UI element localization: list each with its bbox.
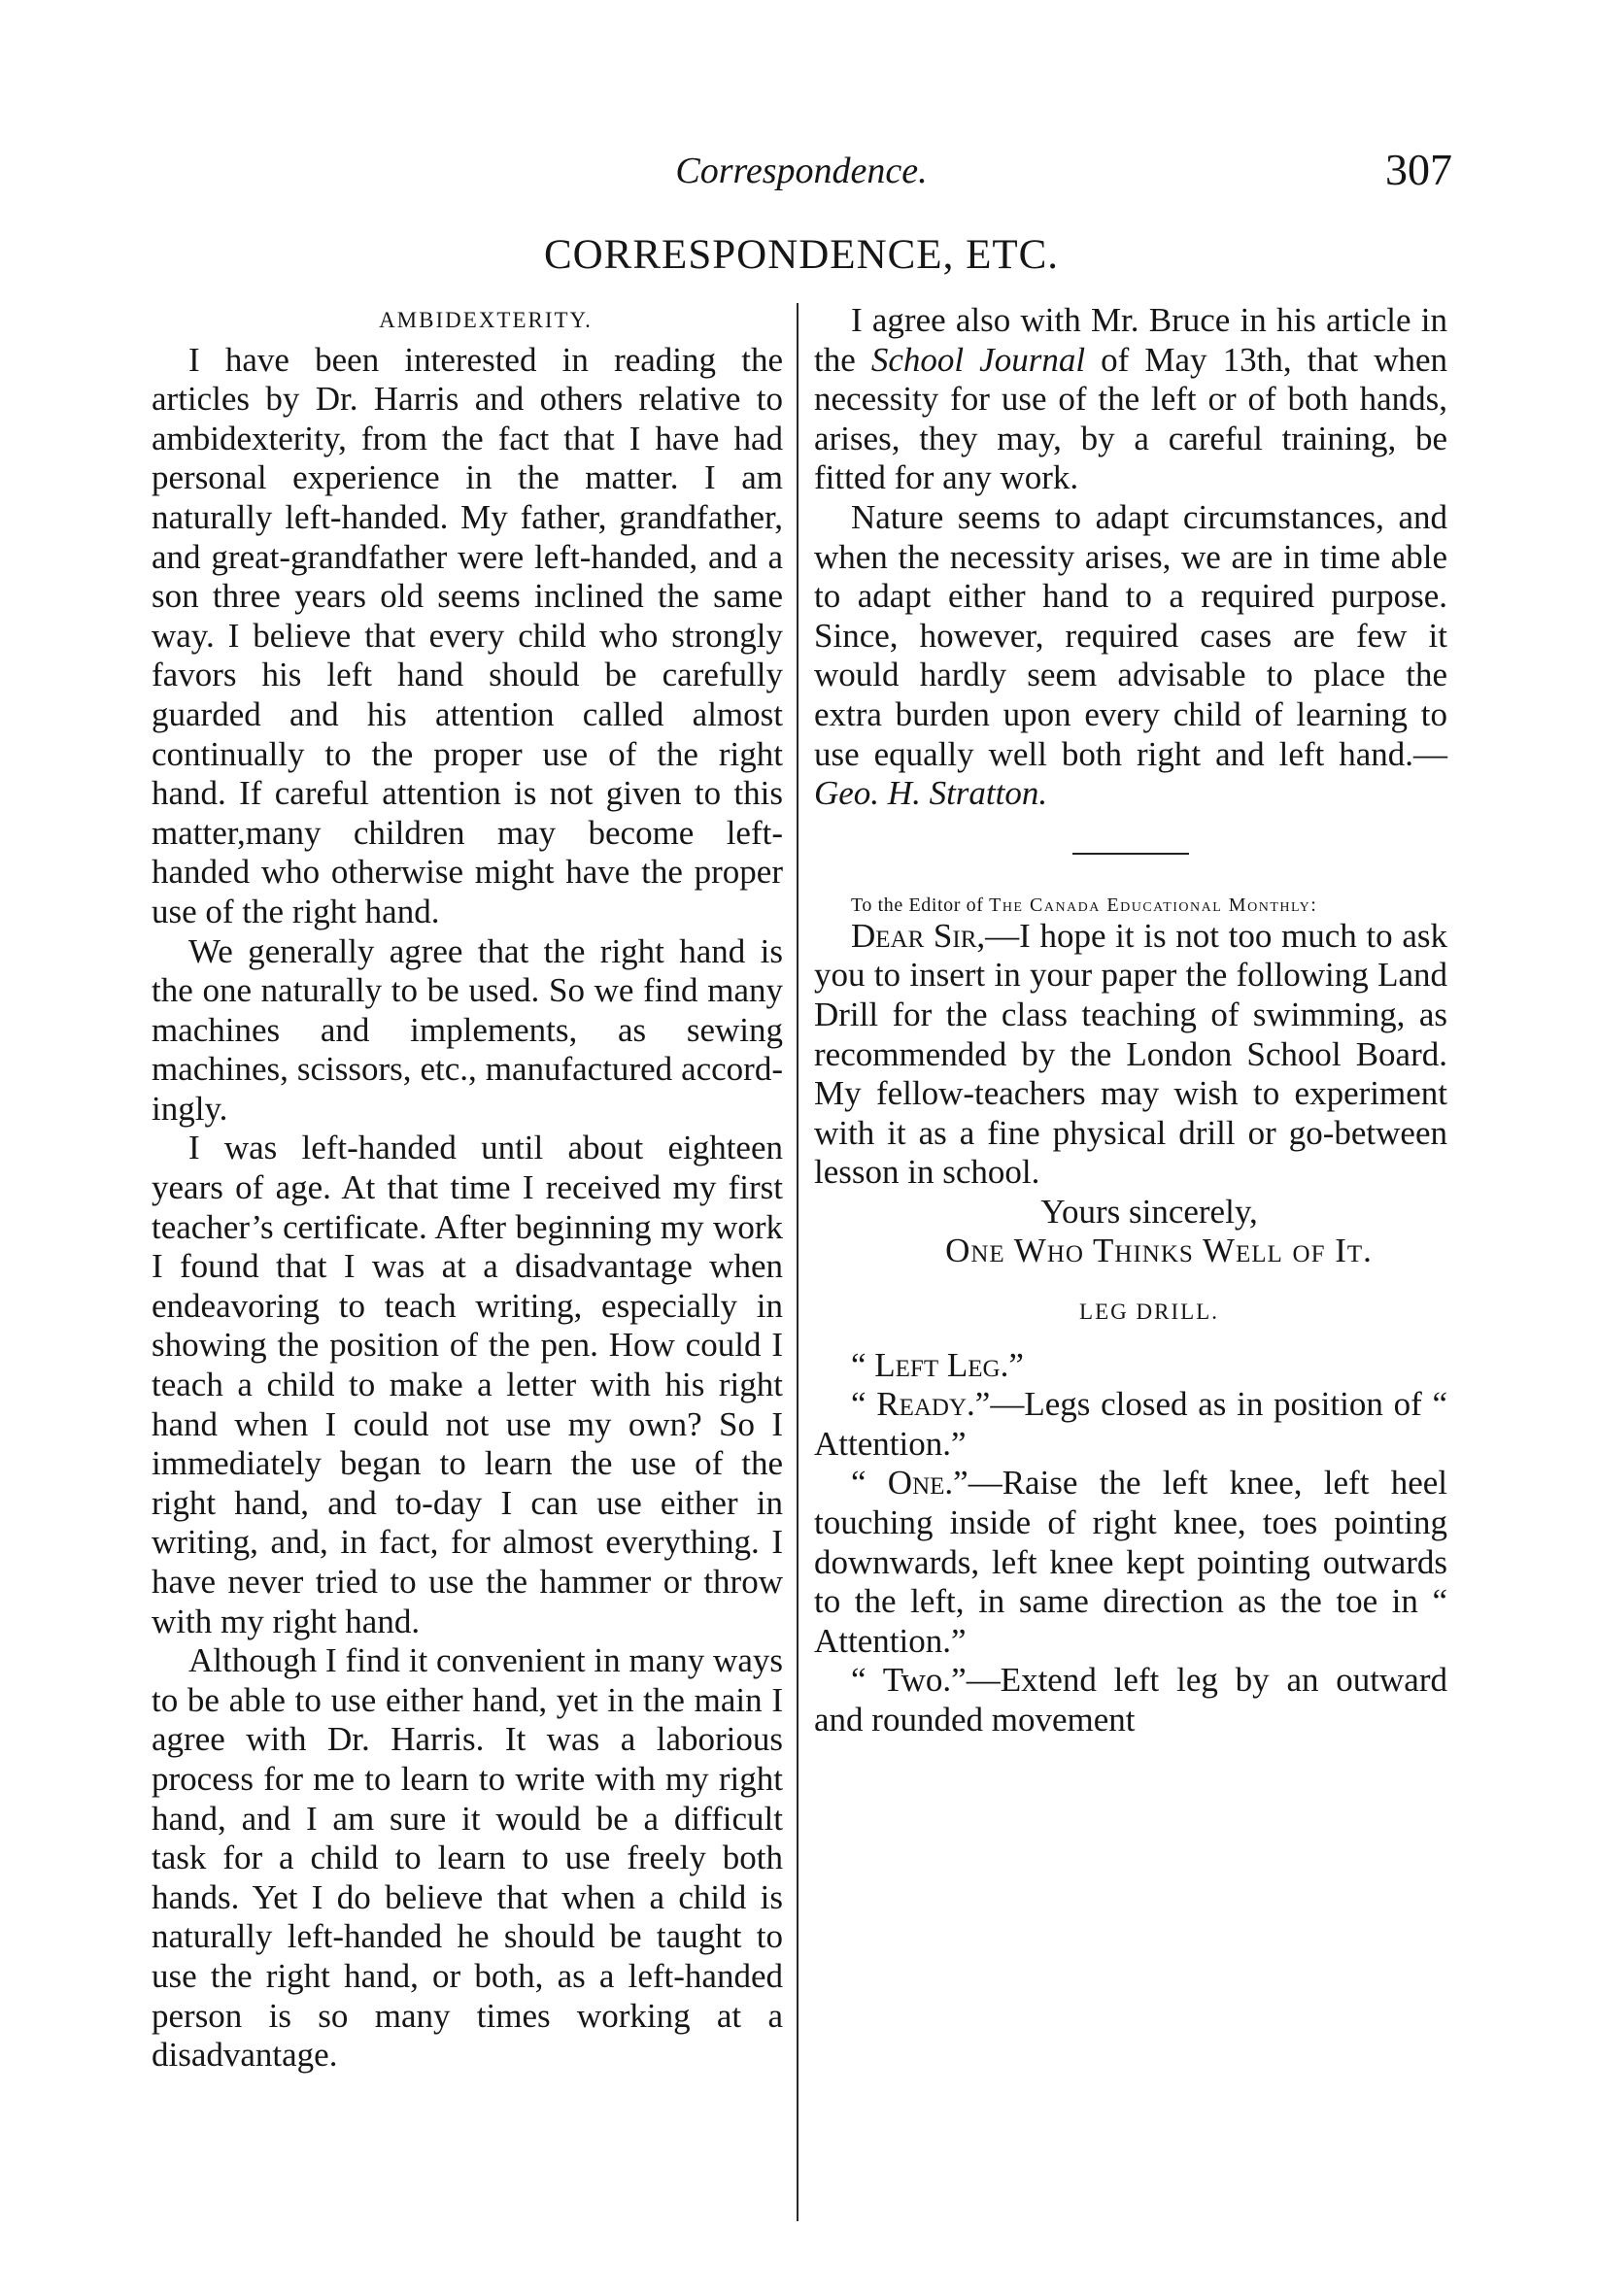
paragraph: Although I find it convenient in many ways to be able to use either hand, yet in the main I agree with Dr. Harris. It was a laborious process for me to learn to write with my right hand, and I am sure it would be a difficult task for a child to learn to use freely both hands. Yet I do believe that when a child is naturally left-handed he should be taught to use the right hand, or both, as a left-handed person is so many times working at a disadvantage. xyxy=(152,1641,783,2075)
right-column xyxy=(814,301,1447,2234)
salutation: Dear Sir, xyxy=(851,916,986,955)
drill-command: “ Two.” xyxy=(851,1661,967,1700)
editor-address xyxy=(814,894,1447,917)
paragraph-text: I agree also with Mr. Bruce in his article in the xyxy=(814,301,1447,379)
left-column xyxy=(152,301,783,2234)
drill-item xyxy=(814,1661,1447,1739)
drill-command: “ Left Leg.” xyxy=(851,1345,1024,1384)
drill-text: —Extend left leg by an outward and rounded movement xyxy=(814,1661,1447,1739)
paragraph xyxy=(814,498,1447,814)
drill-text: —Raise the left knee, left heel touching inside of right knee, toes pointing downwards, left knee kept pointing outwards to the left, in same direction as the toe in “ Attention.” xyxy=(814,1464,1447,1660)
paragraph-text: Nature seems to adapt circumstances, and when the necessity arises, we are in time able to adapt either hand to a required purpose. Since, however, required cases are few it would hardly seem advisable to place the extra burden upon every child of learning to use equally well both right and left hand.— xyxy=(814,497,1447,773)
section-separator xyxy=(1072,853,1189,855)
paragraph-text: —I hope it is not too much to ask you to insert in your paper the following Land Drill for the class teaching of swimming, as recommended by the London School Board. My fellow-teachers may wish to experiment with it as a fine physical drill or go-between lesson in school. xyxy=(814,916,1447,1192)
drill-item xyxy=(814,1464,1447,1661)
address-text: To the Editor of xyxy=(851,894,990,916)
paragraph: I have been interested in reading the articles by Dr. Harris and others relative to ambidexterity, from the fact that I have had personal experience in the matter. I am naturally left-handed. My father, grandfather, and great-grandfather were left-handed, and a son three years old seems inclined the same way. I believe that every child who strongly favors his left hand should be carefully guarded and his attention called almost continually to the proper use of the right hand. If careful attention is not given to this matter,many children may become left-handed who otherwise might have the proper use of the right hand. xyxy=(152,340,783,930)
paragraph-text: of May 13th, that when necessity for use of the left or of both hands, arises, they may, by a careful training, be fitted for any work. xyxy=(814,340,1448,497)
letter-heading-ambidexterity: AMBIDEXTERITY. xyxy=(379,308,593,332)
journal-title: School Journal xyxy=(870,340,1086,379)
page-number: 307 xyxy=(1385,145,1452,194)
leg-drill-heading: LEG DRILL. xyxy=(1079,1300,1219,1325)
section-title: CORRESPONDENCE, ETC. xyxy=(543,232,1060,278)
paragraph xyxy=(814,917,1447,1193)
drill-command: “ One.” xyxy=(851,1464,968,1503)
drill-text: —Legs closed as in position of “ Attention.” xyxy=(814,1385,1447,1463)
publication-name: The Canada Educational Monthly: xyxy=(989,894,1318,916)
letter-signature: Geo. H. Stratton. xyxy=(814,774,1048,813)
drill-command: “ Ready.” xyxy=(851,1385,991,1424)
paragraph: We generally agree that the right hand is the one naturally to be used. So we find many machines and implements, as sewing machines, scissors, etc., manufactured accordingly. xyxy=(152,931,783,1128)
running-header xyxy=(151,144,1452,202)
running-title: Correspondence. xyxy=(675,151,928,191)
column-divider xyxy=(797,303,798,2221)
closing: Yours sincerely, xyxy=(1040,1192,1258,1231)
drill-item xyxy=(814,1346,1447,1386)
letter-signature: One Who Thinks Well of It. xyxy=(945,1232,1373,1270)
paragraph: I was left-handed until about eighteen years of age. At that time I received my first teacher’s certificate. After beginning my work I found that I was at a disadvantage when endeavoring to teach writing, especially in showing the position of the pen. How could I teach a child to make a letter with his right hand when I could not use my own? So I immediately began to learn the use of the right hand, and to-day I can use either in writing, and, in fact, for almost everything. I have never tried to use the hammer or throw with my right hand. xyxy=(152,1129,783,1640)
drill-item xyxy=(814,1385,1447,1464)
paragraph xyxy=(814,301,1447,498)
